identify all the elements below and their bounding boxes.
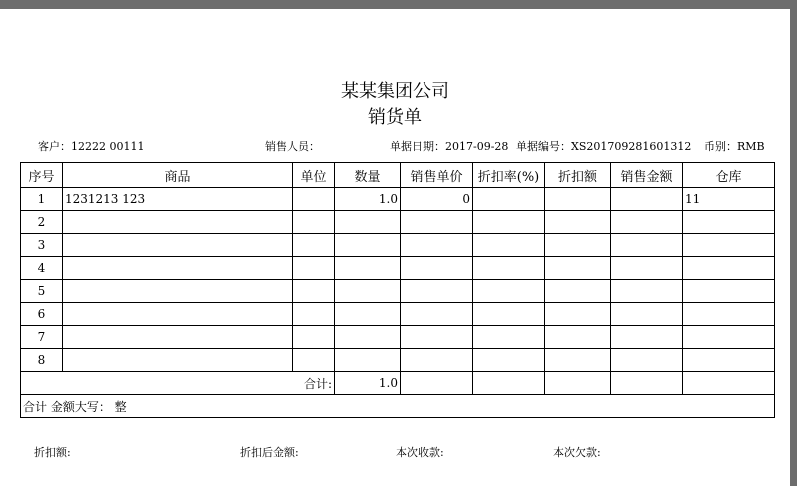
header-cell: 折扣额 <box>545 163 611 188</box>
table-cell <box>335 349 401 372</box>
header-cell: 销售单价 <box>401 163 473 188</box>
currency-info <box>704 138 765 154</box>
amount-words-cell <box>21 395 775 418</box>
table-cell: 1 <box>21 188 63 211</box>
header-cell: 商品 <box>63 163 293 188</box>
table-cell <box>293 326 335 349</box>
header-cell: 折扣率(%) <box>473 163 545 188</box>
date-value: 2017-09-28 <box>445 140 509 153</box>
table-cell: 6 <box>21 303 63 326</box>
table-row <box>21 303 775 326</box>
table-cell <box>293 280 335 303</box>
total-row <box>21 372 775 395</box>
table-cell <box>545 280 611 303</box>
table-cell: 1.0 <box>335 188 401 211</box>
footer-discount: 折扣额: <box>34 446 71 459</box>
table-cell <box>63 234 293 257</box>
customer-info <box>38 138 144 154</box>
table-cell <box>473 257 545 280</box>
docno-label: 单据编号： <box>516 140 571 153</box>
table-cell <box>401 372 473 395</box>
table-cell <box>473 372 545 395</box>
total-label: 合计: <box>21 372 335 395</box>
table-cell <box>683 234 775 257</box>
table-cell <box>473 188 545 211</box>
currency-label: 币别： <box>704 140 737 153</box>
table-cell <box>473 211 545 234</box>
table-row <box>21 349 775 372</box>
table-cell <box>611 234 683 257</box>
table-cell: 11 <box>683 188 775 211</box>
table-cell <box>293 188 335 211</box>
table-cell <box>63 326 293 349</box>
table-row <box>21 234 775 257</box>
table-cell <box>683 211 775 234</box>
table-cell: 5 <box>21 280 63 303</box>
table-cell: 0 <box>401 188 473 211</box>
table-cell <box>335 257 401 280</box>
table-cell: 8 <box>21 349 63 372</box>
table-cell <box>293 303 335 326</box>
table-cell <box>63 349 293 372</box>
customer-value: 12222 00111 <box>71 140 145 153</box>
table-cell <box>473 349 545 372</box>
table-cell <box>611 188 683 211</box>
table-cell <box>611 303 683 326</box>
customer-label: 客户： <box>38 140 71 153</box>
table-cell: 2 <box>21 211 63 234</box>
table-cell <box>401 280 473 303</box>
table-cell <box>63 280 293 303</box>
table-cell <box>401 326 473 349</box>
table-cell <box>545 349 611 372</box>
amount-words-value: 整 <box>114 399 127 414</box>
currency-value: RMB <box>737 140 765 153</box>
table-cell: 3 <box>21 234 63 257</box>
table-cell <box>473 280 545 303</box>
viewer-background <box>790 9 797 486</box>
table-cell <box>335 234 401 257</box>
table-cell <box>611 349 683 372</box>
table-row <box>21 257 775 280</box>
amount-words-row <box>21 395 775 418</box>
table-row <box>21 280 775 303</box>
footer-received: 本次收款: <box>396 446 444 459</box>
table-cell <box>401 303 473 326</box>
date-label: 单据日期： <box>390 140 445 153</box>
table-cell <box>473 303 545 326</box>
footer-owed: 本次欠款: <box>553 446 601 459</box>
table-cell <box>335 211 401 234</box>
table-cell <box>545 372 611 395</box>
table-header-row <box>21 163 775 188</box>
table-cell <box>63 257 293 280</box>
table-cell <box>545 234 611 257</box>
table-cell <box>683 372 775 395</box>
table-cell <box>545 211 611 234</box>
table-cell <box>611 326 683 349</box>
date-info <box>390 138 508 154</box>
table-cell <box>611 211 683 234</box>
table-cell <box>545 188 611 211</box>
table-cell <box>401 211 473 234</box>
docno-value: XS201709281601312 <box>571 140 692 153</box>
header-cell: 仓库 <box>683 163 775 188</box>
table-cell <box>401 349 473 372</box>
table-cell <box>293 234 335 257</box>
table-cell <box>401 257 473 280</box>
sales-table <box>20 162 775 418</box>
table-cell <box>335 303 401 326</box>
table-cell: 4 <box>21 257 63 280</box>
table-cell <box>683 303 775 326</box>
table-cell <box>473 326 545 349</box>
company-name: 某某集团公司 <box>341 81 449 102</box>
table-cell <box>611 257 683 280</box>
table-cell <box>63 211 293 234</box>
table-cell <box>683 349 775 372</box>
table-cell <box>545 326 611 349</box>
table-cell <box>293 257 335 280</box>
table-cell <box>611 280 683 303</box>
salesperson-info <box>265 138 320 154</box>
table-cell <box>545 257 611 280</box>
table-cell <box>473 234 545 257</box>
document-title: 销货单 <box>368 107 422 128</box>
table-cell <box>683 257 775 280</box>
table-cell <box>293 349 335 372</box>
header-cell: 单位 <box>293 163 335 188</box>
table-cell <box>683 280 775 303</box>
header-cell: 数量 <box>335 163 401 188</box>
table-cell <box>545 303 611 326</box>
table-cell <box>335 326 401 349</box>
docno-info <box>516 138 691 154</box>
table-row <box>21 326 775 349</box>
amount-words-label: 合计 金额大写： <box>23 399 111 414</box>
table-cell <box>335 280 401 303</box>
table-cell <box>293 211 335 234</box>
table-cell: 7 <box>21 326 63 349</box>
header-cell: 销售金额 <box>611 163 683 188</box>
table-cell: 1231213 123 <box>63 188 293 211</box>
table-row <box>21 211 775 234</box>
total-qty: 1.0 <box>335 372 401 395</box>
table-cell <box>683 326 775 349</box>
table-cell <box>63 303 293 326</box>
salesperson-label: 销售人员： <box>265 140 320 153</box>
header-cell: 序号 <box>21 163 63 188</box>
footer-after-discount: 折扣后金额: <box>240 446 299 459</box>
table-cell <box>401 234 473 257</box>
table-cell <box>611 372 683 395</box>
table-row <box>21 188 775 211</box>
